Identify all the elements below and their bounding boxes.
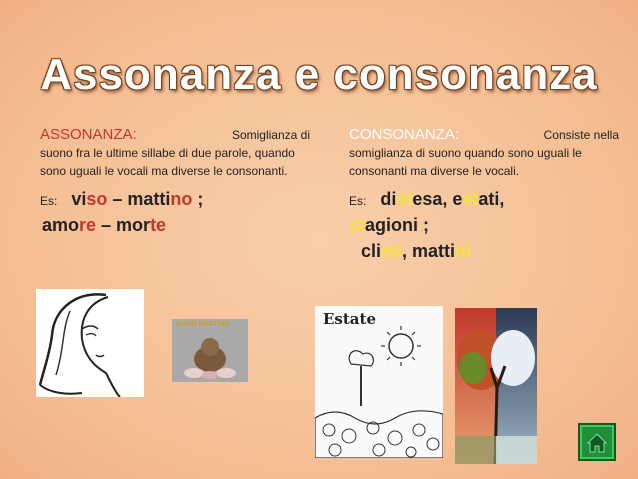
assonanza-definition: suono fra le ultime sillabe di due parole, quando sono uguali le vocali ma diverse le consonanti. — [40, 146, 295, 178]
assonanza-label: ASSONANZA: — [40, 126, 137, 143]
consonanza-example-2: stagioni ; — [349, 215, 430, 235]
consonanza-desc-head: Consiste nella — [543, 128, 619, 142]
seasons-tree-image — [455, 308, 537, 464]
assonanza-example-2: amore – morte — [42, 215, 167, 235]
assonanza-example-label: Es: — [40, 194, 58, 208]
consonanza-example-3: climi, mattini — [361, 241, 472, 261]
buon-mattino-caption: BUON MATTINO — [176, 321, 230, 328]
consonanza-example-row — [349, 186, 619, 212]
woman-sketch-image — [36, 289, 144, 397]
home-icon — [580, 425, 614, 459]
home-button[interactable] — [578, 423, 616, 461]
estate-sketch-image — [315, 306, 443, 458]
slide-title: Assonanza e consonanza — [40, 50, 598, 99]
assonanza-example-1: viso – mattino ; — [71, 189, 204, 209]
consonanza-example-label: Es: — [349, 194, 367, 208]
assonanza-example-row — [40, 186, 310, 212]
consonanza-label: CONSONANZA: — [349, 126, 460, 143]
consonanza-example-1: distesa, estati, — [380, 189, 505, 209]
buon-mattino-image — [172, 319, 248, 382]
assonanza-desc-head: Somiglianza di — [231, 128, 310, 142]
consonanza-column — [349, 126, 619, 264]
assonanza-column — [40, 126, 310, 238]
consonanza-definition: somiglianza di suono quando sono uguali le consonanti ma diverse le vocali. — [349, 146, 582, 178]
estate-caption: Estate — [323, 310, 376, 328]
